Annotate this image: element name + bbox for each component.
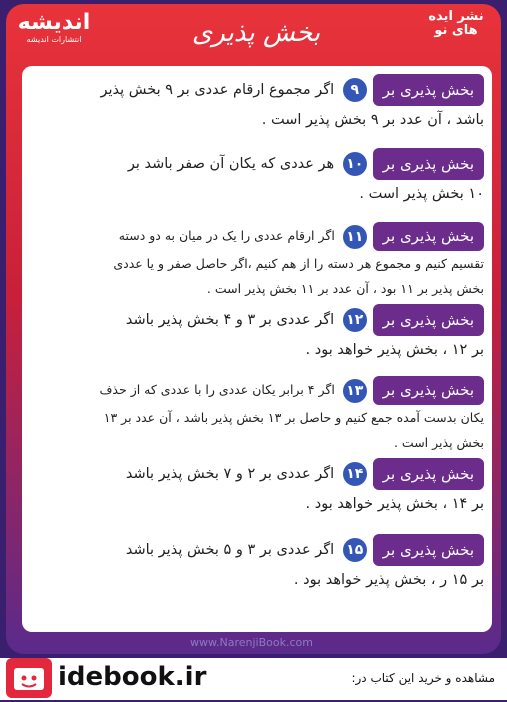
publisher-subtitle: انتشارات اندیشه <box>26 35 82 44</box>
rule-14 <box>30 458 484 518</box>
rule-badge: بخش پذیری بر <box>373 74 484 106</box>
rule-number: ۹ <box>343 78 367 102</box>
rule-13 <box>30 376 484 455</box>
rule-text: باشد ، آن عدد بر ۹ بخش پذیر است . <box>261 112 484 128</box>
rule-number: ۱۳ <box>343 379 367 403</box>
rule-number: ۱۱ <box>343 225 367 249</box>
rule-text: ۱۰ بخش پذیر است . <box>359 186 484 202</box>
rule-text: اگر عددی بر ۳ و ۴ بخش پذیر باشد <box>125 312 335 328</box>
publisher-logo-text: اندیشه <box>17 10 91 35</box>
rule-text: بر ۱۲ ، بخش پذیر خواهد بود . <box>305 342 484 358</box>
card-header <box>6 4 501 66</box>
rule-10 <box>30 148 484 208</box>
rule-text: اگر مجموع ارقام عددی بر ۹ بخش پذیر <box>100 82 335 98</box>
rule-9 <box>30 74 484 134</box>
rule-11 <box>30 222 484 301</box>
card-title: بخش پذیری <box>191 18 321 48</box>
ad-brand[interactable]: idebook.ir <box>58 662 207 692</box>
rule-badge: بخش پذیری بر <box>373 222 484 251</box>
rule-text: تقسیم کنیم و مجموع هر دسته را از هم کنیم ،اگر حاصل صفر و یا عددی <box>113 256 484 271</box>
rule-text: اگر ارقام عددی را یک در میان به دو دسته <box>118 228 335 243</box>
rule-text: یکان بدست آمده جمع کنیم و حاصل بر ۱۳ بخش پذیر باشد ، آن عدد بر ۱۳ <box>103 410 484 425</box>
rule-badge: بخش پذیری بر <box>373 534 484 566</box>
rule-badge: بخش پذیری بر <box>373 458 484 490</box>
publisher-logo-left <box>14 10 94 44</box>
rule-number: ۱۵ <box>343 538 367 562</box>
rule-text: بر ۱۴ ، بخش پذیر خواهد بود . <box>305 496 484 512</box>
rule-12 <box>30 304 484 364</box>
rule-number: ۱۰ <box>343 152 367 176</box>
rule-number: ۱۴ <box>343 462 367 486</box>
content-panel <box>22 66 492 632</box>
footer-url: www.NarenjiBook.com <box>190 636 313 649</box>
publisher-logo-right: نشر ایده های نو <box>428 9 484 38</box>
book-icon <box>6 658 52 698</box>
rule-text: بخش پذیر است . <box>393 435 484 450</box>
rule-text: اگر عددی بر ۳ و ۵ بخش پذیر باشد <box>125 542 335 558</box>
rule-number: ۱۲ <box>343 308 367 332</box>
rule-text: بخش پذیر بر ۱۱ بود ، آن عدد بر ۱۱ بخش پذیر است . <box>206 281 484 296</box>
rule-badge: بخش پذیری بر <box>373 148 484 180</box>
rule-badge: بخش پذیری بر <box>373 376 484 405</box>
rule-text: اگر عددی بر ۲ و ۷ بخش پذیر باشد <box>125 466 335 482</box>
ad-text: مشاهده و خرید این کتاب در: <box>351 671 495 685</box>
rule-text: اگر ۴ برابر یکان عددی را با عددی که از حذف <box>99 382 335 397</box>
ad-bar[interactable] <box>0 658 507 700</box>
rule-15 <box>30 534 484 594</box>
rule-text: بر ۱۵ ر ، بخش پذیر خواهد بود . <box>293 572 484 588</box>
rule-badge: بخش پذیری بر <box>373 304 484 336</box>
rule-text: هر عددی که یکان آن صفر باشد بر <box>127 156 335 172</box>
